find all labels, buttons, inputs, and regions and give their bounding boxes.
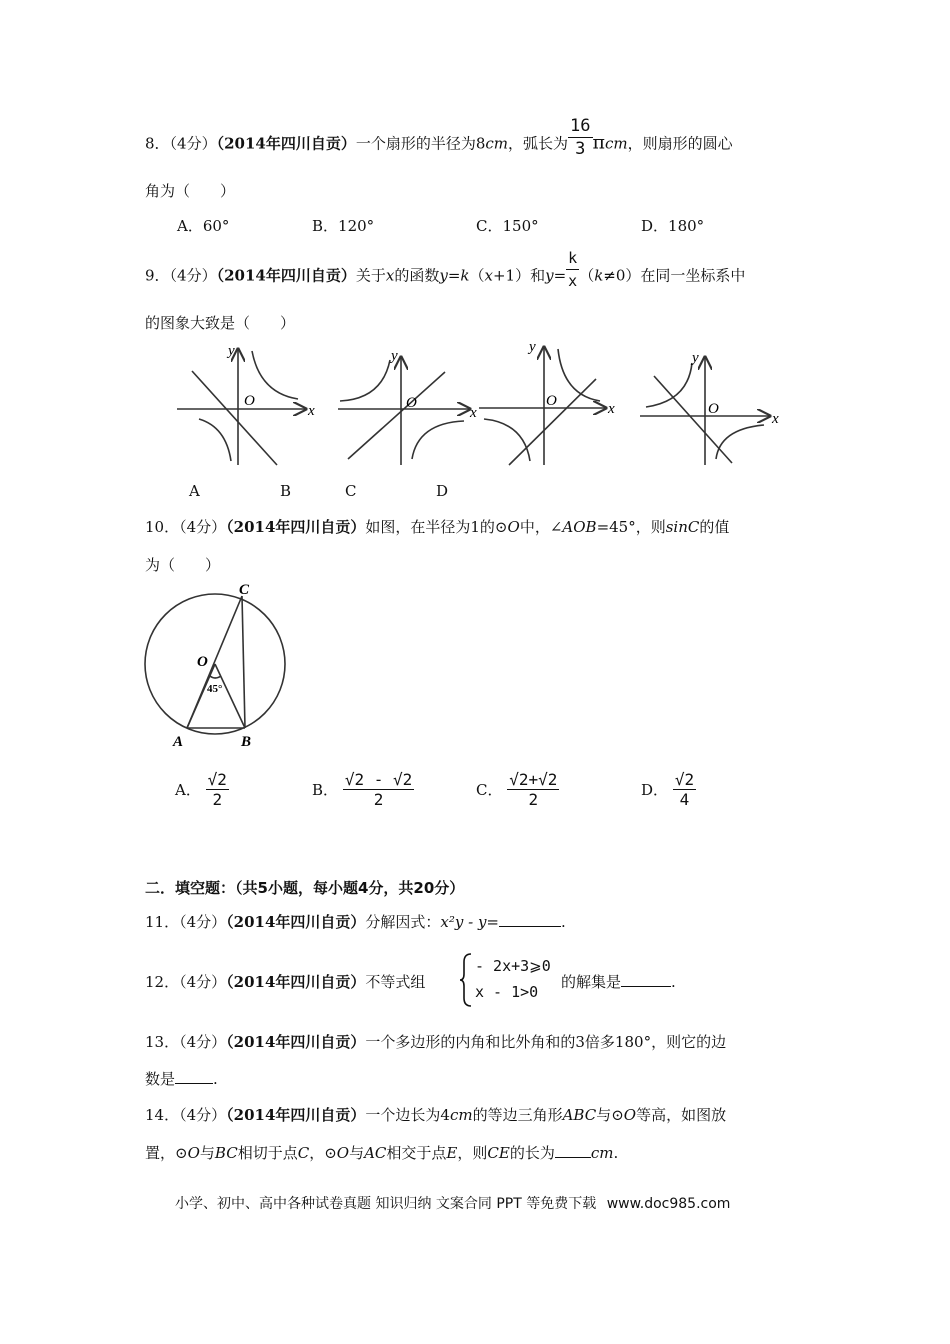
question-text: 关于 xyxy=(355,266,386,285)
footer-text: 小学、初中、高中各种试卷真题 知识归纳 文案合同 PPT 等免费下载 xyxy=(175,1196,597,1212)
source: （2014年四川自贡） xyxy=(216,266,356,285)
graph-label-c: C xyxy=(345,482,357,500)
segment-bc xyxy=(242,596,245,728)
question-text: 的值 xyxy=(699,518,730,536)
expression: x²y - y= xyxy=(440,913,499,931)
question-text: 不等式组 xyxy=(365,973,426,991)
fraction: $\frac{√2}{2}$ xyxy=(207,770,227,809)
option-c: C． $\frac{√2+√2}{2}$ xyxy=(476,770,558,809)
label-o: O xyxy=(197,654,208,670)
option-b: B．120° xyxy=(312,217,375,235)
question-text: 分解因式： xyxy=(365,913,441,931)
question-text: 一个多边形的内角和比外角和的3倍多180°，则它的边 xyxy=(365,1033,727,1051)
variable: ABC xyxy=(562,1106,597,1124)
question-number: 9． xyxy=(145,266,170,285)
question-11: 11．（4分）（2014年四川自贡）分解因式：x²y - y= . xyxy=(145,913,566,931)
question-text: ，弧长为 xyxy=(508,134,569,153)
segment-oa xyxy=(187,664,215,728)
question-10 xyxy=(145,516,729,538)
score: （4分） xyxy=(169,266,217,285)
graph-d-x-label: x xyxy=(772,411,779,427)
option-d: D． $\frac{√2}{4}$ xyxy=(641,770,695,809)
unit: cm xyxy=(605,134,628,153)
graph-c-origin: O xyxy=(546,393,557,409)
graph-b xyxy=(338,357,470,465)
pi-symbol: π xyxy=(592,131,606,154)
question-13-line2: 数是 . xyxy=(145,1070,218,1088)
variable: sinC xyxy=(665,518,700,536)
graph-c-x-label: x xyxy=(608,401,615,417)
graph-a xyxy=(177,349,306,465)
score: （4分） xyxy=(179,518,227,536)
answer-blank xyxy=(621,986,671,987)
question-text: 一个边长为4 xyxy=(365,1106,450,1124)
question-10-line2: 为（ ） xyxy=(145,556,221,574)
variable: k xyxy=(594,266,604,285)
graph-b-y-label: y xyxy=(391,348,398,364)
question-number: 13． xyxy=(145,1033,180,1051)
graph-c-y-label: y xyxy=(529,339,536,355)
fraction: $\frac{√2}{4}$ xyxy=(674,770,695,809)
question-text: 和 xyxy=(530,266,546,285)
answer-blank xyxy=(499,926,561,927)
question-text: ，则扇形的圆心 xyxy=(627,134,733,153)
variable: x xyxy=(484,266,493,285)
question-text: 的等边三角形 xyxy=(472,1106,563,1124)
variable: O xyxy=(507,518,520,536)
graph-label-a: A xyxy=(189,482,200,500)
segment-ob xyxy=(215,664,245,728)
question-14 xyxy=(145,1104,726,1126)
section-title: 二．填空题：（共5小题，每小题4分，共20分） xyxy=(145,879,465,897)
question-14-line2: 置，⊙O与BC相切于点C，⊙O与AC相交于点E，则CE的长为 cm. xyxy=(145,1144,619,1162)
graph-a-origin: O xyxy=(244,393,255,409)
footer-site: www.doc985.com xyxy=(606,1196,731,1212)
question-9 xyxy=(145,249,746,292)
angle-arc xyxy=(210,676,221,678)
question-text: 等高，如图放 xyxy=(636,1106,727,1124)
score: （4分） xyxy=(179,973,227,991)
graph-d-y-label: y xyxy=(692,350,699,366)
label-a: A xyxy=(173,734,184,750)
question-9-line2: 的图象大致是（ ） xyxy=(145,314,296,332)
system-brace xyxy=(459,952,473,1008)
graph-a-y-label: y xyxy=(228,343,235,359)
unit: cm xyxy=(485,134,509,153)
function-expr: +1） xyxy=(492,266,531,285)
question-number: 14． xyxy=(145,1106,180,1124)
question-12-tail: 的解集是 . xyxy=(561,973,676,991)
source: （2014年四川自贡） xyxy=(226,1106,366,1124)
label-angle: 45° xyxy=(207,683,223,695)
option-d: D．180° xyxy=(641,217,705,235)
option-c: C．150° xyxy=(476,217,539,235)
label-b: B xyxy=(241,734,252,750)
answer-blank xyxy=(175,1083,213,1084)
fraction: $\frac{√2+√2}{2}$ xyxy=(509,770,558,809)
question-number: 11． xyxy=(145,913,180,931)
fraction: $\frac{k}{x}$ xyxy=(568,249,578,290)
question-text: 中，∠ xyxy=(519,518,563,536)
question-text: 如图，在半径为1的⊙ xyxy=(365,518,508,536)
footer xyxy=(175,1193,730,1213)
graph-b-x-label: x xyxy=(470,405,477,421)
question-text: 数是 xyxy=(145,1070,176,1088)
question-text: =45°，则 xyxy=(596,518,666,536)
function-expr: y= xyxy=(545,266,567,285)
question-text: 的函数 xyxy=(394,266,440,285)
graph-d xyxy=(640,357,770,465)
question-8-line2: 角为（ ） xyxy=(145,182,236,200)
score: （4分） xyxy=(179,1106,227,1124)
source: （2014年四川自贡） xyxy=(226,1033,366,1051)
graph-a-x-label: x xyxy=(308,403,315,419)
question-13 xyxy=(145,1031,726,1053)
question-8 xyxy=(145,116,733,160)
score: （4分） xyxy=(179,913,227,931)
unit: cm xyxy=(449,1106,473,1124)
question-text: 的解集是 xyxy=(561,973,622,991)
fraction: $\frac{√2 - √2}{2}$ xyxy=(344,770,413,809)
graph-d-origin: O xyxy=(708,401,719,417)
graph-c xyxy=(479,347,606,465)
question-text: 一个扇形的半径为8 xyxy=(355,134,486,153)
question-text: ≠0）在同一坐标系中 xyxy=(603,266,746,285)
source: （2014年四川自贡） xyxy=(226,518,366,536)
function-expr: y=k xyxy=(439,266,470,285)
graph-label-b: B xyxy=(280,482,292,500)
variable: AOB xyxy=(562,518,597,536)
label-c: C xyxy=(239,582,250,598)
question-text: （ xyxy=(579,266,595,285)
function-expr: （ xyxy=(469,266,485,285)
variable: x xyxy=(385,266,395,285)
question-number: 8． xyxy=(145,134,170,153)
graph-label-d: D xyxy=(436,482,449,500)
inequality-2: x - 1>0 xyxy=(475,983,539,1001)
question-number: 10． xyxy=(145,518,180,536)
variable: O xyxy=(623,1106,637,1124)
score: （4分） xyxy=(169,134,217,153)
source: （2014年四川自贡） xyxy=(216,134,356,153)
source: （2014年四川自贡） xyxy=(226,913,366,931)
question-text: 与⊙ xyxy=(596,1106,624,1124)
inequality-1: - 2x+3⩾0 xyxy=(475,957,551,975)
option-a: A． $\frac{√2}{2}$ xyxy=(175,770,227,809)
score: （4分） xyxy=(179,1033,227,1051)
option-a: A．60° xyxy=(177,217,230,235)
question-number: 12． xyxy=(145,973,180,991)
source: （2014年四川自贡） xyxy=(226,973,366,991)
question-12 xyxy=(145,971,425,993)
q10-circle-figure xyxy=(135,578,335,758)
graph-b-origin: O xyxy=(406,395,417,411)
option-b: B． $\frac{√2 - √2}{2}$ xyxy=(312,770,413,809)
answer-blank xyxy=(555,1157,591,1158)
q9-graphs xyxy=(0,335,950,495)
fraction: $\frac{16}{3}$ xyxy=(570,116,591,159)
